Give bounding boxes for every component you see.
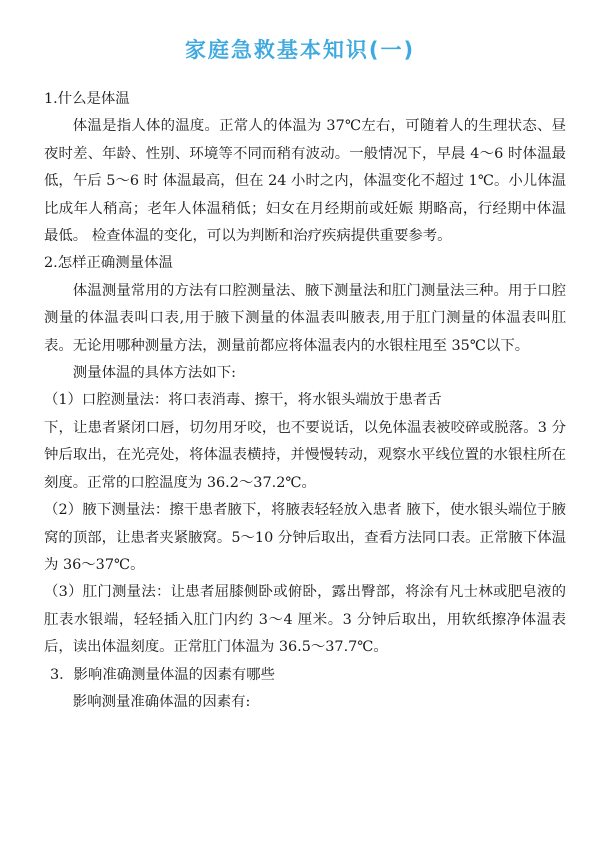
method-oral-details: 下，让患者紧闭口唇，切勿用牙咬，也不要说话，以免体温表被咬碎或脱落。3 分钟后取出，在光亮处，将体温表横持，并慢慢转动，观察水平线位置的水银柱所在刻度。正常的口腔温度为 36.2～37.2℃。 [44,419,566,491]
section-heading-1: 1.什么是体温 [44,91,130,107]
method-rectal: （3）肛门测量法：让患者屈膝侧卧或俯卧，露出臀部，将涂有凡士林或肥皂液的肛表水银端，轻轻插入肛门内约 3～4 厘米。3 分钟后取出，用软纸擦净体温表后，读出体温刻度。正常肛门体温为 36.5～37.7℃。 [44,584,566,656]
paragraph-body-temperature: 体温是指人体的温度。正常人的体温为 37℃左右，可随着人的生理状态、昼夜时差、年龄、性别、环境等不同而稍有波动。一般情况下，早晨 4～6 时体温最低，午后 5～6 时 体温最高，但在 24 小时之内，体温变化不超过 1℃。小儿体温比成年人稍高；老年人体温稍低；妇女在月经期前或妊娠 期略高，行经期中体温最低。 检查体温的变化，可以为判断和治疗疾病提供重要参考。 [44,118,566,245]
section-heading-2: 2.怎样正确测量体温 [44,255,173,272]
paragraph-influencing-factors: 影响测量准确体温的因素有: [72,693,251,710]
method-axillary: （2）腋下测量法：擦干患者腋下，将腋表轻轻放入患者 腋下，使水银头端位于腋窝的顶部，让患者夹紧腋窝。5～10 分钟后取出，查看方法同口表。正常腋下体温为 36～37℃。 [44,502,566,573]
method-oral-intro: （1）口腔测量法：将口表消毒、擦干，将水银头端放于患者舌 [44,392,442,409]
page-title: 家庭急救基本知识(一) [184,38,416,62]
document-body [44,86,566,716]
paragraph-measurement-methods: 体温测量常用的方法有口腔测量法、腋下测量法和肛门测量法三种。用于口腔测量的体温表叫口表,用于腋下测量的体温表叫腋表,用于肛门测量的体温表叫肛表。无论用哪种测量方法，测量前都应将体温表内的水银柱甩至 35℃以下。 [44,282,566,354]
section-heading-3: 3．影响准确测量体温的因素有哪些 [50,666,276,683]
paragraph-specific-methods-intro: 测量体温的具体方法如下: [72,365,236,382]
